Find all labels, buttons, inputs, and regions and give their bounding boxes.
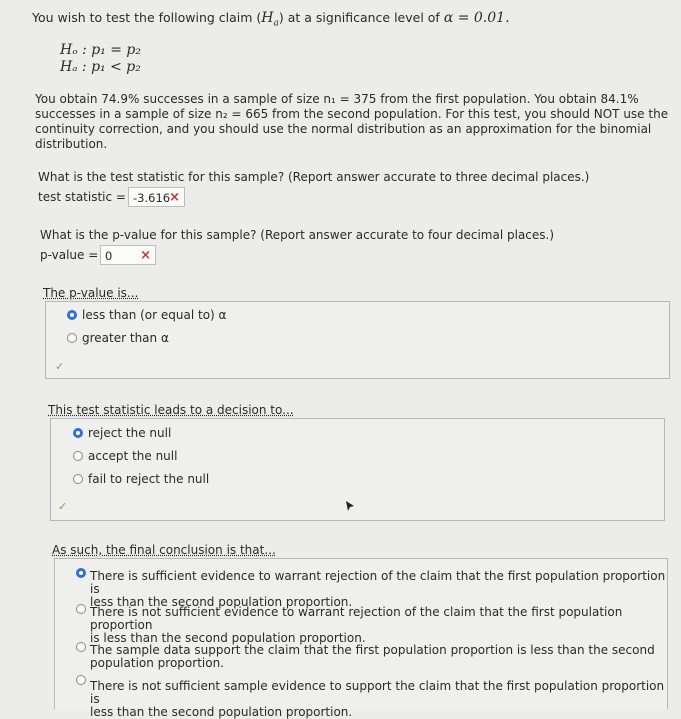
problem-line-3: continuity correction, and you should use the normal distribution as an approximation for the binomial xyxy=(35,122,652,136)
conclusion-heading: As such, the final conclusion is that... xyxy=(52,543,276,557)
radio-greater-than-alpha[interactable] xyxy=(67,333,77,343)
option-conclusion-2-line-1: There is not sufficient evidence to warrant rejection of the claim that the first population proportion xyxy=(90,605,623,632)
radio-conclusion-2[interactable] xyxy=(76,604,86,614)
option-less-than-alpha[interactable]: less than (or equal to) α xyxy=(82,308,227,322)
option-reject-null[interactable]: reject the null xyxy=(88,426,172,440)
radio-less-than-alpha[interactable] xyxy=(67,310,77,320)
p-value-label: p-value = xyxy=(40,248,99,262)
mouse-cursor-icon xyxy=(344,500,356,512)
option-conclusion-4-line-2: less than the second population proportion. xyxy=(90,705,353,719)
decision-heading: This test statistic leads to a decision to... xyxy=(48,403,294,417)
radio-reject-null[interactable] xyxy=(73,428,83,438)
null-hypothesis: Hₒ : p₁ = p₂ xyxy=(60,42,141,58)
intro-line xyxy=(32,10,510,32)
option-accept-null[interactable]: accept the null xyxy=(88,449,178,463)
radio-conclusion-3[interactable] xyxy=(76,642,86,652)
intro-text-b: ) at a significance level of xyxy=(278,10,444,25)
radio-conclusion-1[interactable] xyxy=(76,568,86,578)
option-conclusion-2[interactable] xyxy=(90,606,667,645)
incorrect-icon: × xyxy=(169,190,180,205)
option-conclusion-3-line-2: population proportion. xyxy=(90,656,224,670)
option-conclusion-2-line-2: is less than the second population proportion. xyxy=(90,631,366,645)
p-value-value: 0 xyxy=(105,249,113,263)
alpha-expression: α = 0.01. xyxy=(443,10,510,26)
alt-hypothesis: Hₐ : p₁ < p₂ xyxy=(60,59,141,75)
radio-accept-null[interactable] xyxy=(73,451,83,461)
option-conclusion-1-line-2: less than the second population proportion. xyxy=(90,595,353,609)
option-fail-to-reject[interactable]: fail to reject the null xyxy=(88,472,210,486)
option-conclusion-3-line-1: The sample data support the claim that the first population proportion is less than the second xyxy=(90,643,655,657)
problem-line-2: successes in a sample of size n₂ = 665 from the second population. For this test, you should NOT use the xyxy=(35,107,669,121)
option-greater-than-alpha[interactable]: greater than α xyxy=(82,331,169,345)
p-value-comparison-panel xyxy=(45,301,670,379)
problem-description xyxy=(35,92,670,152)
p-value-question: What is the p-value for this sample? (Report answer accurate to four decimal places.) xyxy=(40,228,555,242)
test-statistic-question: What is the test statistic for this sample? (Report answer accurate to three decimal places.) xyxy=(38,170,590,184)
correct-check-icon: ✓ xyxy=(58,500,68,513)
option-conclusion-1-line-1: There is sufficient evidence to warrant rejection of the claim that the first population proportion is xyxy=(90,569,666,596)
decision-panel xyxy=(50,418,665,521)
intro-text-a: You wish to test the following claim ( xyxy=(32,10,262,25)
option-conclusion-1[interactable] xyxy=(90,570,667,609)
p-value-comparison-heading: The p-value is... xyxy=(43,286,139,300)
test-statistic-input[interactable] xyxy=(128,187,185,207)
correct-check-icon: ✓ xyxy=(55,360,65,373)
radio-conclusion-4[interactable] xyxy=(76,675,86,685)
test-statistic-value: -3.616 xyxy=(133,191,171,205)
option-conclusion-4-line-1: There is not sufficient sample evidence to support the claim that the first population proportion is xyxy=(90,679,665,706)
incorrect-icon: × xyxy=(140,248,151,263)
problem-line-1: You obtain 74.9% successes in a sample of size n₁ = 375 from the first population. You obtain 84.1% xyxy=(35,92,639,106)
p-value-input[interactable] xyxy=(100,245,156,265)
option-conclusion-3[interactable] xyxy=(90,644,655,670)
test-statistic-label: test statistic = xyxy=(38,190,126,204)
ha-symbol: H xyxy=(261,10,274,26)
conclusion-panel xyxy=(54,558,668,719)
problem-line-4: distribution. xyxy=(35,137,108,151)
ha-subscript: a xyxy=(273,18,279,29)
radio-fail-to-reject[interactable] xyxy=(73,474,83,484)
